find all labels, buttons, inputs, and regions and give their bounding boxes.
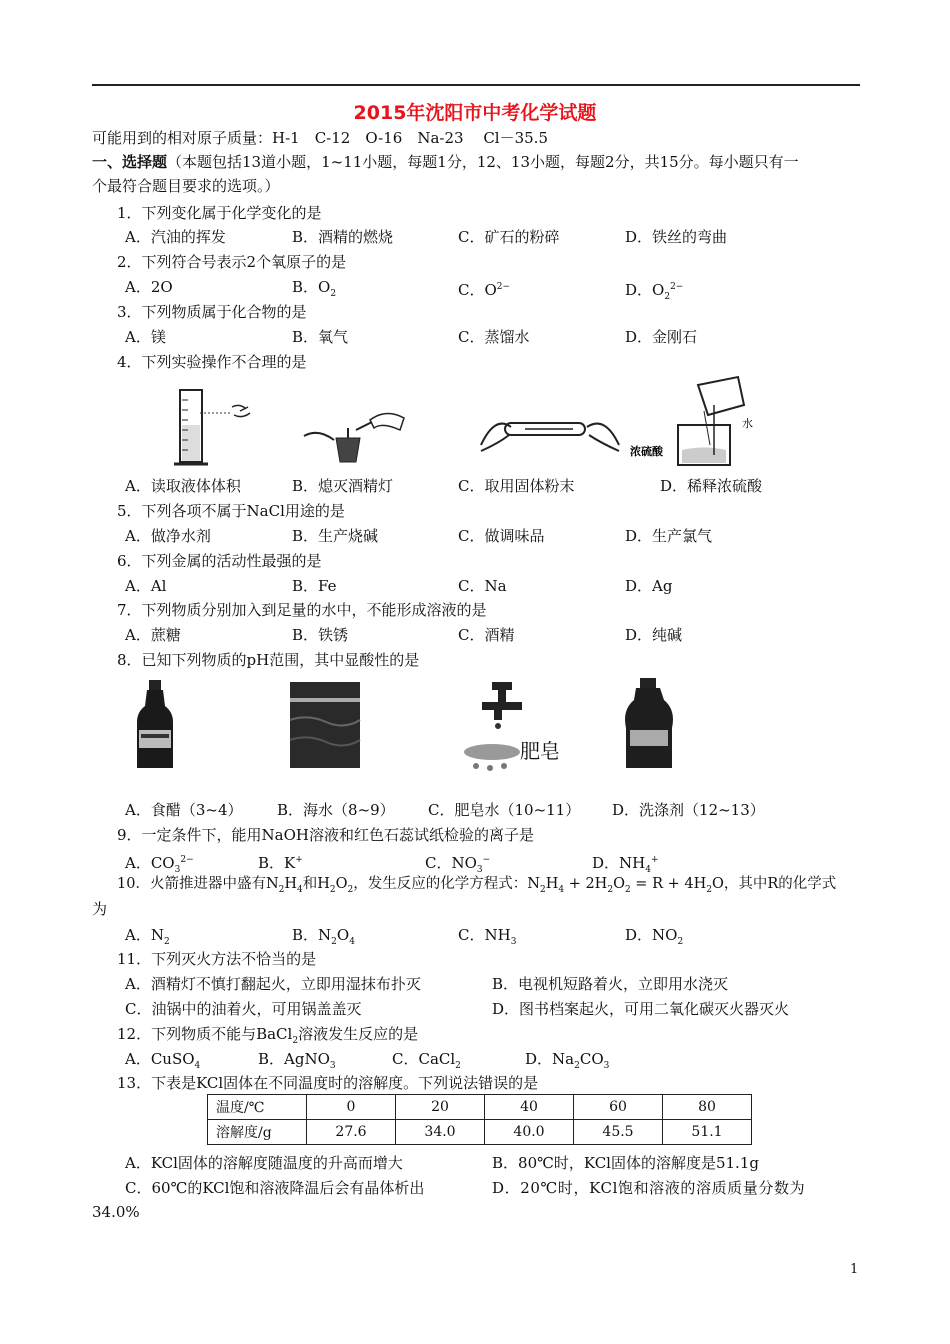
q10-stem-line2: 为 [92, 900, 108, 918]
q13-option-d-continued: 34.0% [92, 1203, 140, 1221]
q12-stem: 12．下列物质不能与BaCl$_2$溶液发生反应的是 [117, 1025, 419, 1046]
q5-option-d: D．生产氯气 [625, 527, 713, 545]
q4-option-a: A．读取液体体积 [125, 477, 241, 495]
table-cell: 80 [663, 1095, 752, 1120]
q7-stem: 7．下列物质分别加入到足量的水中，不能形成溶液的是 [117, 601, 487, 619]
q6-option-b: B．Fe [292, 577, 337, 595]
q2-option-a: A．2O [125, 278, 173, 296]
q13-stem: 13．下表是KCl固体在不同温度时的溶解度。下列说法错误的是 [117, 1074, 539, 1092]
table-cell: 34.0 [396, 1120, 485, 1145]
q8-option-c: C．肥皂水（10~11） [428, 801, 581, 819]
q9-option-b: B．K+ [258, 854, 303, 872]
page-number: 1 [850, 1262, 859, 1277]
q12-option-a: A．CuSO$_4$ [125, 1050, 201, 1071]
q3-option-a: A．镁 [125, 328, 166, 346]
q1-option-b: B．酒精的燃烧 [292, 228, 394, 246]
q11-option-c: C．油锅中的油着火，可用锅盖盖灭 [125, 1000, 362, 1018]
q13-option-c: C．60℃的KCl饱和溶液降温后会有晶体析出 [125, 1179, 425, 1197]
table-cell: 51.1 [663, 1120, 752, 1145]
label-concentrated-acid: 浓硫酸 [630, 445, 663, 458]
soap-water-figure [462, 680, 577, 772]
q2-option-b: B．$O_2$ [292, 278, 337, 299]
q10-option-a: A．$N_2$ [125, 926, 170, 947]
test-tube-figure [475, 405, 625, 460]
q1-option-c: C．矿石的粉碎 [458, 228, 560, 246]
q13-option-b: B．80℃时，KCl固体的溶解度是51.1g [492, 1154, 759, 1172]
seawater-figure [288, 680, 363, 770]
q7-option-b: B．铁锈 [292, 626, 349, 644]
q8-option-d: D．洗涤剂（12~13） [612, 801, 765, 819]
table-row [208, 1120, 752, 1145]
vinegar-bottle-figure [133, 678, 178, 770]
q5-option-b: B．生产烧碱 [292, 527, 379, 545]
q8-option-a: A．食醋（3~4） [125, 801, 243, 819]
q5-option-a: A．做净水剂 [125, 527, 211, 545]
table-cell: 0 [307, 1095, 396, 1120]
q5-stem: 5．下列各项不属于NaCl用途的是 [117, 502, 345, 520]
table-row [208, 1095, 752, 1120]
q12-option-c: C．CaCl$_2$ [392, 1050, 461, 1071]
q11-option-d: D．图书档案起火，可用二氧化碳灭火器灭火 [492, 1000, 790, 1018]
q9-option-a: A．$CO_3^{2-}$ [125, 854, 194, 875]
q3-stem: 3．下列物质属于化合物的是 [117, 303, 307, 321]
q4-option-c: C．取用固体粉末 [458, 477, 575, 495]
table-cell: 溶解度/g [208, 1120, 307, 1145]
table-cell: 温度/℃ [208, 1095, 307, 1120]
q3-option-c: C．蒸馏水 [458, 328, 530, 346]
q10-stem-line1: 10．火箭推进器中盛有$N_2H_4$和$H_2O_2$，发生反应的化学方程式：$N_2H_4 + 2H_2O_2 = R + 4H_2O$，其中R的化学式 [117, 876, 837, 895]
q2-option-c: C．$O^{2-}$ [458, 281, 511, 299]
q9-stem: 9．一定条件下，能用NaOH溶液和红色石蕊试纸检验的离子是 [117, 826, 534, 844]
q2-stem: 2．下列符合号表示2个氧原子的是 [117, 253, 347, 271]
dilute-acid-figure [628, 375, 758, 470]
q4-option-b: B．熄灭酒精灯 [292, 477, 394, 495]
header-rule [92, 84, 860, 86]
table-cell: 27.6 [307, 1120, 396, 1145]
section-desc-1: （本题包括13道小题，1~11小题，每题1分，12、13小题，每题2分，共15分。每小题只有一 [167, 153, 799, 171]
q3-option-b: B．氧气 [292, 328, 349, 346]
q10-option-d: D．$NO_2$ [625, 926, 684, 947]
q7-option-c: C．酒精 [458, 626, 515, 644]
atomic-masses: 可能用到的相对原子质量：H-1 C-12 O-16 Na-23 Cl－35.5 [92, 129, 548, 147]
q8-option-b: B．海水（8~9） [277, 801, 395, 819]
q6-option-a: A．Al [125, 577, 167, 595]
q1-option-a: A．汽油的挥发 [125, 228, 226, 246]
q13-option-a: A．KCl固体的溶解度随温度的升高而增大 [125, 1154, 403, 1172]
q12-option-b: B．AgNO$_3$ [258, 1050, 336, 1071]
q1-stem: 1．下列变化属于化学变化的是 [117, 204, 322, 222]
q9-option-c: C．$NO_3^-$ [425, 854, 491, 875]
q10-option-b: B．$N_2O_4$ [292, 926, 355, 947]
label-water: 水 [742, 417, 753, 430]
detergent-bottle-figure [620, 676, 678, 772]
q10-option-c: C．$NH_3$ [458, 926, 517, 947]
q12-option-d: D．$Na_2CO_3$ [525, 1050, 610, 1071]
q1-option-d: D．铁丝的弯曲 [625, 228, 728, 246]
soap-label: 肥皂 [520, 739, 560, 763]
q6-stem: 6．下列金属的活动性最强的是 [117, 552, 322, 570]
table-cell: 20 [396, 1095, 485, 1120]
table-cell: 40.0 [485, 1120, 574, 1145]
q6-option-d: D．Ag [625, 577, 673, 595]
q6-option-c: C．Na [458, 577, 507, 595]
q13-option-d: D．20℃时，KCl饱和溶液的溶质质量分数为 [492, 1179, 806, 1197]
q8-stem: 8．已知下列物质的pH范围，其中显酸性的是 [117, 651, 420, 669]
table-cell: 45.5 [574, 1120, 663, 1145]
q11-option-a: A．酒精灯不慎打翻起火，立即用湿抹布扑灭 [125, 975, 421, 993]
graduated-cylinder-figure [170, 385, 260, 470]
alcohol-lamp-figure [300, 400, 410, 470]
table-cell: 60 [574, 1095, 663, 1120]
page-title: 2015年沈阳市中考化学试题 [353, 102, 597, 124]
section-heading: 一、选择题 [92, 153, 168, 171]
q7-option-d: D．纯碱 [625, 626, 683, 644]
q3-option-d: D．金刚石 [625, 328, 698, 346]
q4-option-d: D．稀释浓硫酸 [660, 477, 763, 495]
q4-stem: 4．下列实验操作不合理的是 [117, 353, 307, 371]
q11-stem: 11．下列灭火方法不恰当的是 [117, 950, 317, 968]
solubility-table [207, 1094, 752, 1145]
q2-option-d: D．$O_2^{2-}$ [625, 281, 684, 302]
section-intro [92, 152, 799, 172]
q9-option-d: D．$NH_4^+$ [592, 854, 659, 875]
section-desc-2: 个最符合题目要求的选项。） [92, 177, 280, 195]
q5-option-c: C．做调味品 [458, 527, 545, 545]
table-cell: 40 [485, 1095, 574, 1120]
q7-option-a: A．蔗糖 [125, 626, 181, 644]
q11-option-b: B．电视机短路着火，立即用水浇灭 [492, 975, 729, 993]
